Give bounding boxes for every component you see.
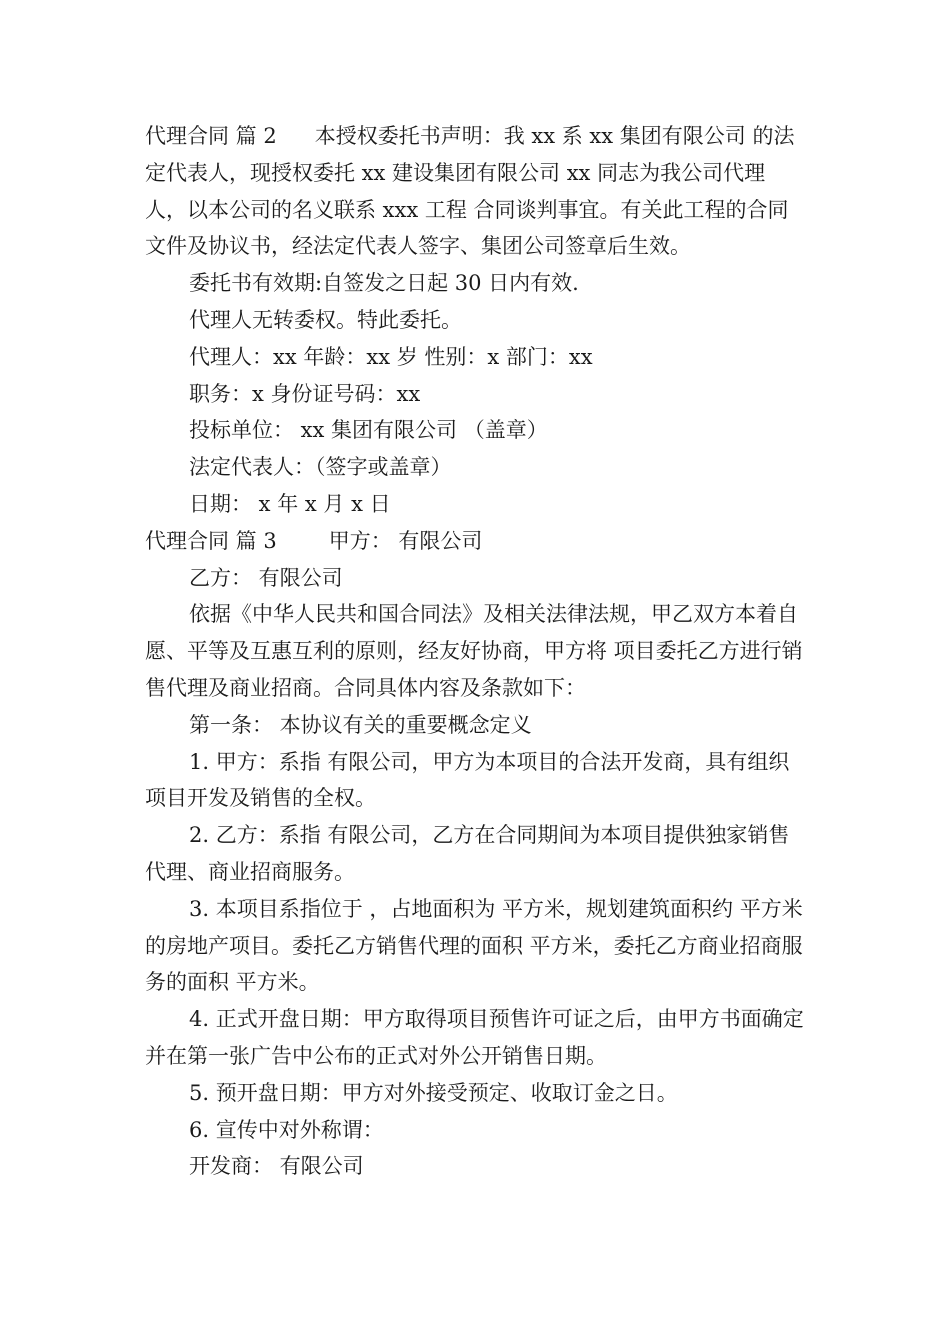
developer-line: 开发商： 有限公司 <box>189 1154 364 1179</box>
signing-date: 日期： x 年 x 月 x 日 <box>189 491 391 516</box>
bidding-unit: 投标单位： xx 集团有限公司 （盖章） <box>189 418 548 443</box>
document-body <box>145 118 807 1185</box>
definition-party-a: 1. 甲方：系指 有限公司，甲方为本项目的合法开发商，具有组织项目开发及销售的全权。 <box>145 749 790 811</box>
section-3-heading: 代理合同 篇 3 <box>145 528 277 553</box>
legal-representative: 法定代表人：（签字或盖章） <box>189 455 452 480</box>
section-2-first-paragraph <box>145 118 807 265</box>
definition-party-b: 2. 乙方：系指 有限公司，乙方在合同期间为本项目提供独家销售代理、商业招商服务。 <box>145 823 790 884</box>
party-a: 甲方： 有限公司 <box>328 528 483 553</box>
definition-publicity-title: 6. 宣传中对外称谓： <box>189 1117 384 1142</box>
section-2-heading: 代理合同 篇 2 <box>145 124 277 148</box>
no-sub-delegation: 代理人无转委权。特此委托。 <box>189 307 462 332</box>
article-one-title: 第一条： 本协议有关的重要概念定义 <box>189 712 532 737</box>
validity-period: 委托书有效期:自签发之日起 30 日内有效. <box>189 271 579 296</box>
agent-position-id: 职务：x 身份证号码：xx <box>189 381 421 406</box>
definition-project: 3. 本项目系指位于 ，占地面积为 平方米，规划建筑面积约 平方米的房地产项目。委托乙方销售代理的面积 平方米，委托乙方商业招商服务的面积 平方米。 <box>145 896 803 995</box>
definition-pre-opening: 5. 预开盘日期：甲方对外接受预定、收取订金之日。 <box>189 1080 678 1105</box>
party-b: 乙方： 有限公司 <box>189 565 343 590</box>
contract-basis: 依据《中华人民共和国合同法》及相关法律法规，甲乙双方本着自愿、平等及互惠互利的原则，经友好协商，甲方将 项目委托乙方进行销售代理及商业招商。合同具体内容及条款如下： <box>145 602 803 700</box>
definition-official-opening: 4. 正式开盘日期：甲方取得项目预售许可证之后，由甲方书面确定并在第一张广告中公布的正式对外公开销售日期。 <box>145 1007 804 1068</box>
agent-info: 代理人：xx 年龄：xx 岁 性别：x 部门：xx <box>189 344 593 369</box>
section-3-first-line <box>145 523 807 560</box>
authorization-statement: 本授权委托书声明：我 xx 系 xx 集团有限公司 的法定代表人，现授权委托 xx 建设集团有限公司 xx 同志为我公司代理人，以本公司的名义联系 xxx 工程 合同谈判事宜。有关此工程的合同文件及协议书，经法定代表人签字、集团公司签章后生效。 <box>145 124 795 259</box>
